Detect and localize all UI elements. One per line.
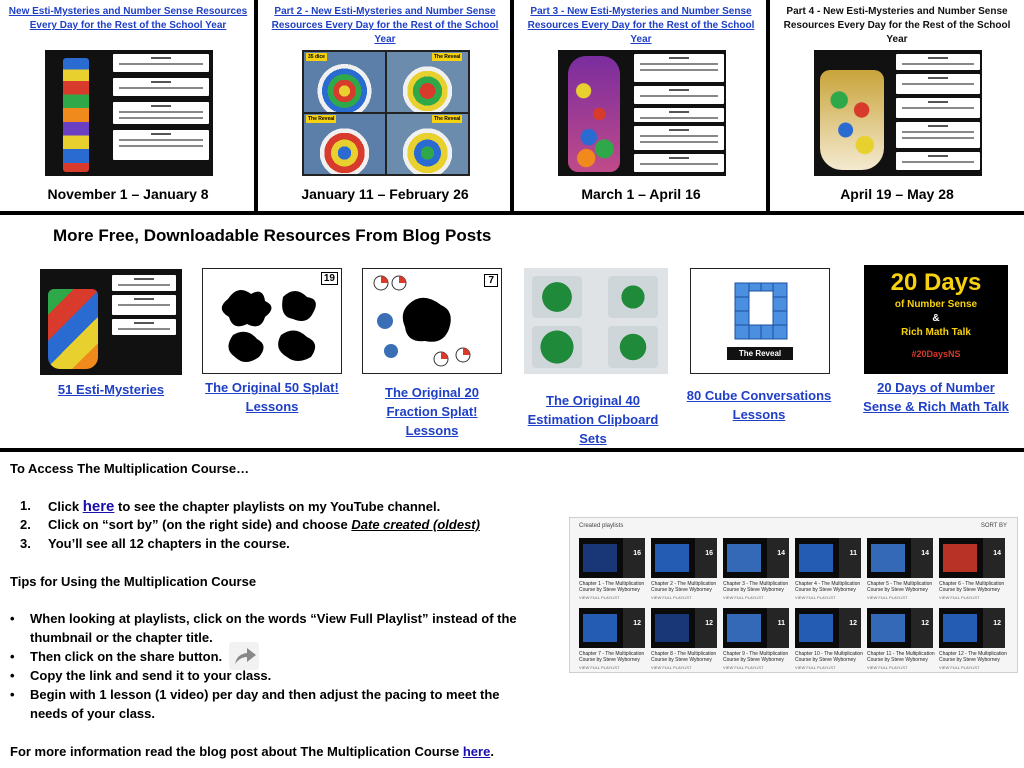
clue-panel — [112, 273, 176, 369]
step-text: to see the chapter playlists on my YouTube channel. — [114, 499, 441, 514]
playlist-thumbnail[interactable] — [579, 538, 645, 578]
part3-dates: March 1 – April 16 — [581, 186, 701, 202]
playlist-thumbnail[interactable] — [867, 538, 933, 578]
lesson-number-badge: 19 — [321, 272, 338, 285]
clue-card — [896, 74, 980, 94]
playlist-title[interactable]: Chapter 3 - The Multiplication Course by Steve Wyborney — [723, 581, 789, 593]
tips-heading: Tips for Using the Multiplication Course — [10, 574, 257, 589]
top-column-3 — [514, 0, 768, 212]
clue-card — [112, 319, 176, 335]
video-count: 12 — [705, 620, 713, 627]
reveal-label: The Reveal — [434, 54, 461, 60]
count-overlay — [695, 608, 717, 648]
dice-jar-image — [304, 52, 385, 112]
video-count: 12 — [849, 620, 857, 627]
chapter-art — [871, 544, 905, 572]
top-column-4 — [770, 0, 1024, 212]
youtube-here-link[interactable]: here — [82, 498, 115, 515]
dice-jar-image — [387, 52, 468, 112]
cube-glass-image — [608, 276, 658, 318]
chapter-art — [655, 544, 689, 572]
view-full-playlist-link[interactable]: VIEW FULL PLAYLIST — [651, 595, 692, 600]
part1-dates: November 1 – January 8 — [47, 186, 209, 202]
share-arrow-icon — [229, 642, 259, 670]
bullet: • — [10, 649, 15, 664]
bullet: • — [10, 668, 15, 683]
chapter-art — [727, 544, 761, 572]
playlists-header: Created playlists — [579, 523, 624, 529]
dice-count-label: 35 dice — [308, 54, 325, 60]
playlist-thumbnail[interactable] — [939, 608, 1005, 648]
estimation-clipboard-link[interactable]: The Original 40 Estimation Clipboard Sets — [527, 393, 659, 446]
playlist-thumbnail[interactable] — [939, 538, 1005, 578]
clue-card — [112, 295, 176, 315]
playlist-thumbnail[interactable] — [723, 538, 789, 578]
count-overlay — [839, 608, 861, 648]
count-overlay — [911, 538, 933, 578]
clue-card — [113, 78, 209, 96]
chapter-art — [583, 614, 617, 642]
video-count: 16 — [705, 550, 713, 557]
count-overlay — [623, 538, 645, 578]
part4-title: Part 4 - New Esti-Mysteries and Number Sense Resources Every Day for the Rest of the School Year — [783, 6, 1011, 45]
clue-panel — [896, 52, 980, 174]
esti-mysteries-thumbnail[interactable] — [40, 269, 182, 375]
count-overlay — [623, 608, 645, 648]
chapter-art — [727, 614, 761, 642]
playlists-screenshot — [569, 517, 1018, 673]
playlist-thumbnail[interactable] — [651, 608, 717, 648]
step-text: Click — [48, 499, 83, 514]
video-count: 14 — [777, 550, 785, 557]
video-count: 14 — [993, 550, 1001, 557]
chapter-art — [871, 614, 905, 642]
top-column-2 — [258, 0, 512, 212]
poster-hashtag: #20DaysNS — [911, 349, 961, 359]
playlist-title[interactable]: Chapter 4 - The Multiplication Course by Steve Wyborney — [795, 581, 861, 593]
reveal-label: The Reveal — [727, 347, 793, 360]
cube-glass-image — [532, 326, 582, 368]
tip-text: When looking at playlists, click on the words “View Full Playlist” instead of the — [30, 611, 517, 626]
playlist-title[interactable]: Chapter 10 - The Multiplication Course by Steve Wyborney — [795, 651, 863, 663]
playlist-title[interactable]: Chapter 9 - The Multiplication Course by Steve Wyborney — [723, 651, 789, 663]
esti-mysteries-link[interactable]: 51 Esti-Mysteries — [57, 382, 165, 397]
view-full-playlist-link[interactable]: VIEW FULL PLAYLIST — [867, 595, 908, 600]
part2-dates: January 11 – February 26 — [301, 186, 469, 202]
sort-option: Date created (oldest) — [351, 517, 480, 532]
step-number: 1. — [20, 498, 31, 513]
playlist-title[interactable]: Chapter 1 - The Multiplication Course by Steve Wyborney — [579, 581, 645, 593]
playlist-thumbnail[interactable] — [795, 608, 861, 648]
fraction-splat-link[interactable]: The Original 20 Fraction Splat! Lessons — [385, 385, 479, 438]
step-number: 2. — [20, 517, 31, 532]
part2-link[interactable]: Part 2 - New Esti-Mysteries and Number Sense Resources Every Day for the Rest of the School Year — [271, 6, 499, 45]
poster-subtitle: of Number Sense — [894, 299, 978, 310]
view-full-playlist-link[interactable]: VIEW FULL PLAYLIST — [579, 595, 620, 600]
chapter-art — [799, 544, 833, 572]
count-overlay — [983, 608, 1005, 648]
tip-text: Then click on the share button. — [30, 649, 223, 664]
count-overlay — [839, 538, 861, 578]
dice-glass-image — [820, 70, 884, 170]
playlist-title[interactable]: Chapter 8 - The Multiplication Course by Steve Wyborney — [651, 651, 717, 663]
count-overlay — [695, 538, 717, 578]
view-full-playlist-link[interactable]: VIEW FULL PLAYLIST — [795, 595, 836, 600]
bullet: • — [10, 687, 15, 702]
triangles-glass-image — [48, 289, 98, 369]
playlist-title[interactable]: Chapter 2 - The Multiplication Course by Steve Wyborney — [651, 581, 717, 593]
cube-glass-image — [532, 276, 582, 318]
course-heading: To Access The Multiplication Course… — [10, 461, 250, 476]
estimation-clipboard-thumbnail[interactable] — [524, 268, 668, 374]
chapter-art — [655, 614, 689, 642]
part3-link[interactable]: Part 3 - New Esti-Mysteries and Number Sense Resources Every Day for the Rest of the School Year — [527, 6, 755, 45]
view-full-playlist-link[interactable]: VIEW FULL PLAYLIST — [723, 595, 764, 600]
playlist-title[interactable]: Chapter 7 - The Multiplication Course by Steve Wyborney — [579, 651, 645, 663]
share-icon — [229, 642, 259, 670]
tip-text: Begin with 1 lesson (1 video) per day and then adjust the pacing to meet the — [30, 687, 500, 702]
view-full-playlist-link[interactable]: VIEW FULL PLAYLIST — [723, 665, 764, 670]
clue-card — [634, 54, 724, 82]
poster-title: 20 Days — [890, 269, 982, 296]
twenty-days-thumbnail[interactable] — [864, 265, 1008, 374]
count-overlay — [767, 608, 789, 648]
twenty-days-link[interactable]: 20 Days of Number Sense & Rich Math Talk — [863, 380, 1009, 414]
resources-heading: More Free, Downloadable Resources From Blog Posts — [53, 226, 492, 245]
bullet: • — [10, 611, 15, 626]
playlist-thumbnail[interactable] — [867, 608, 933, 648]
video-count: 12 — [993, 620, 1001, 627]
playlist-title[interactable]: Chapter 5 - The Multiplication Course by Steve Wyborney — [867, 581, 933, 593]
playlist-title[interactable]: Chapter 11 - The Multiplication Course by Steve Wyborney — [867, 651, 935, 663]
cube-glass-image — [608, 326, 658, 368]
clue-card — [634, 126, 724, 150]
count-overlay — [983, 538, 1005, 578]
blog-here-link[interactable]: here — [462, 744, 491, 759]
clue-card — [113, 54, 209, 72]
clue-card — [896, 54, 980, 70]
clue-card — [896, 98, 980, 118]
chapter-art — [583, 544, 617, 572]
part1-link[interactable]: New Esti-Mysteries and Number Sense Resources Every Day for the Rest of the School Year — [8, 6, 248, 31]
poster-ampersand: & — [932, 313, 940, 324]
lesson-number-badge: 7 — [484, 274, 498, 287]
count-overlay — [911, 608, 933, 648]
video-count: 14 — [921, 550, 929, 557]
tip-text: thumbnail or the chapter title. — [30, 630, 213, 645]
tip-text: Copy the link and send it to your class. — [30, 668, 272, 683]
clue-card — [112, 275, 176, 291]
reveal-label: The Reveal — [308, 116, 335, 122]
footer-period: . — [490, 744, 494, 759]
playlist-title[interactable]: Chapter 12 - The Multiplication Course by Steve Wyborney — [939, 651, 1007, 663]
playlist-thumbnail[interactable] — [579, 608, 645, 648]
chapter-art — [799, 614, 833, 642]
video-count: 12 — [921, 620, 929, 627]
clue-card — [634, 86, 724, 104]
count-overlay — [767, 538, 789, 578]
reveal-label: The Reveal — [434, 116, 461, 122]
clue-card — [634, 154, 724, 172]
view-full-playlist-link[interactable]: VIEW FULL PLAYLIST — [939, 595, 980, 600]
part1-thumbnail[interactable] — [45, 50, 213, 176]
cube-conversations-link[interactable]: 80 Cube Conversations Lessons — [686, 388, 832, 422]
part4-thumbnail[interactable] — [814, 50, 982, 176]
chapter-art — [943, 544, 977, 572]
clue-panel — [634, 52, 724, 174]
clue-panel — [113, 52, 209, 172]
dice-jar-image — [304, 114, 385, 174]
step-text: Click on “sort by” (on the right side) and choose — [48, 517, 352, 532]
cube-conversations-thumbnail[interactable] — [690, 268, 830, 374]
splat-lessons-link[interactable]: The Original 50 Splat! Lessons — [205, 380, 339, 414]
playlist-title[interactable]: Chapter 6 - The Multiplication Course by Steve Wyborney — [939, 581, 1005, 593]
section-divider — [0, 448, 1024, 452]
playlist-thumbnail[interactable] — [651, 538, 717, 578]
playlist-thumbnail[interactable] — [723, 608, 789, 648]
part2-thumbnail[interactable] — [302, 50, 470, 176]
footer-text — [10, 744, 494, 759]
fraction-splat-image — [363, 269, 502, 374]
step-number: 3. — [20, 536, 31, 551]
video-count: 12 — [633, 620, 641, 627]
fraction-splat-thumbnail[interactable] — [362, 268, 502, 374]
playlist-thumbnail[interactable] — [795, 538, 861, 578]
clue-card — [634, 108, 724, 122]
chapter-art — [943, 614, 977, 642]
sort-by-button[interactable]: SORT BY — [980, 523, 1007, 529]
clue-card — [896, 152, 980, 170]
splat-thumbnail[interactable] — [202, 268, 342, 374]
top-column-1 — [0, 0, 256, 212]
block-tower-image — [63, 58, 89, 172]
video-count: 11 — [849, 550, 857, 557]
view-full-playlist-link[interactable]: VIEW FULL PLAYLIST — [795, 665, 836, 670]
clue-card — [896, 122, 980, 148]
tip-text: needs of your class. — [30, 706, 155, 721]
dice-jar-image — [387, 114, 468, 174]
view-full-playlist-link[interactable]: VIEW FULL PLAYLIST — [867, 665, 908, 670]
view-full-playlist-link[interactable]: VIEW FULL PLAYLIST — [651, 665, 692, 670]
view-full-playlist-link[interactable]: VIEW FULL PLAYLIST — [939, 665, 980, 670]
part4-dates: April 19 – May 28 — [840, 186, 954, 202]
section-divider — [0, 211, 1024, 215]
footer-sentence: For more information read the blog post about The Multiplication Course — [10, 744, 463, 759]
view-full-playlist-link[interactable]: VIEW FULL PLAYLIST — [579, 665, 620, 670]
clue-card — [113, 102, 209, 124]
clue-card — [113, 130, 209, 160]
ball-jar-image — [568, 56, 620, 172]
part3-thumbnail[interactable] — [558, 50, 726, 176]
video-count: 11 — [777, 620, 785, 627]
step-text: You’ll see all 12 chapters in the course. — [48, 536, 290, 551]
poster-subtitle-2: Rich Math Talk — [901, 327, 971, 338]
video-count: 16 — [633, 550, 641, 557]
